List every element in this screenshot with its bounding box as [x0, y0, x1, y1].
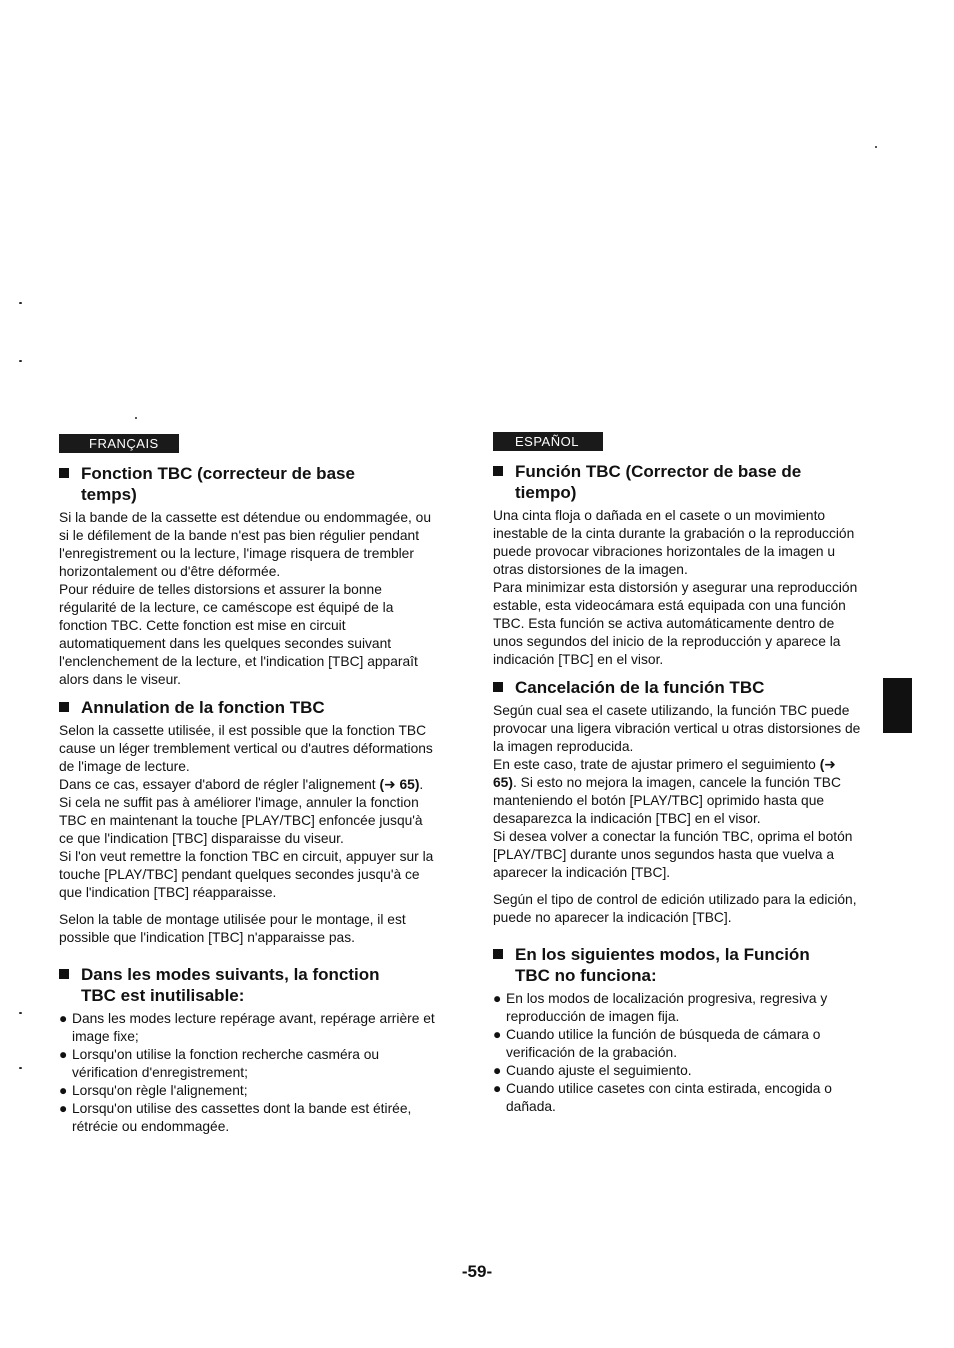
page-reference: (➜ 65)	[493, 757, 836, 790]
bullet-list	[59, 1010, 439, 1136]
language-tab-spanish: ESPAÑOL	[493, 432, 603, 451]
text-run: . Si cela ne suffit pas à améliorer l'image, annuler la fonction TBC en maintenant la touche [PLAY/TBC] enfoncée jusqu'à ce que l'indication [TBC] disparaisse du viseur.	[59, 777, 424, 846]
bullet-dot-icon: ●	[493, 1081, 502, 1096]
scan-speck	[19, 302, 22, 304]
list-item	[493, 1026, 863, 1062]
list-item-text: Cuando utilice casetes con cinta estirada, encogida o dañada.	[506, 1081, 832, 1114]
list-item-text: Cuando ajuste el seguimiento.	[506, 1063, 692, 1078]
list-item-text: En los modos de localización progresiva, regresiva y reproducción de imagen fija.	[506, 991, 828, 1024]
list-item-text: Lorsqu'on utilise la fonction recherche casméra ou vérification d'enregistrement;	[72, 1047, 380, 1080]
text-run: . Si esto no mejora la imagen, cancele la función TBC manteniendo el botón [PLAY/TBC] oprimido hasta que desaparezca la indicación [TBC] en el visor.	[493, 775, 841, 826]
square-bullet-icon	[59, 702, 69, 712]
paragraph: Pour réduire de telles distorsions et assurer la bonne régularité de la lecture, ce caméscope est équipé de la fonction TBC. Cette fonction est mise en circuit automatiquement dans les quelques secondes suivant l'enclenchement de la lecture, et l'indication [TBC] apparaît alors dans le viseur.	[59, 582, 418, 687]
section-heading	[59, 463, 439, 505]
list-item	[59, 1100, 439, 1136]
list-item-text: Lorsqu'on utilise des cassettes dont la bande est étirée, rétrécie ou endommagée.	[72, 1101, 412, 1134]
paragraph: Selon la cassette utilisée, il est possible que la fonction TBC cause un léger tremblement vertical ou d'autres déformations de l'image de lecture.	[59, 723, 433, 774]
paragraph	[493, 756, 863, 828]
paragraph: Para minimizar esta distorsión y asegurar una reproducción estable, esta videocámara está equipada con una función TBC. Esta función se activa automáticamente dentro de unos segundos del inicio de la reproducción y aparece la indicación [TBC] en el visor.	[493, 580, 858, 667]
heading-line: Dans les modes suivants, la fonction	[81, 965, 380, 984]
bullet-dot-icon: ●	[59, 1101, 68, 1116]
square-bullet-icon	[493, 682, 503, 692]
paragraph: Si la bande de la cassette est détendue ou endommagée, ou si le défilement de la bande n'est pas bien régulier pendant l'enregistrement ou la lecture, l'image risquera de trembler horizontalement ou d'être déformée.	[59, 510, 432, 579]
paragraph: Si l'on veut remettre la fonction TBC en circuit, appuyer sur la touche [PLAY/TBC] pendant quelques secondes jusqu'à ce que l'indication [TBC] réapparaisse.	[59, 849, 434, 900]
list-item-text: Dans les modes lecture repérage avant, repérage arrière et image fixe;	[72, 1011, 435, 1044]
scan-speck	[135, 417, 137, 419]
bullet-dot-icon: ●	[493, 1027, 502, 1042]
list-item	[493, 1062, 863, 1080]
heading-line: En los siguientes modos, la Función	[515, 945, 810, 964]
list-item-text: Lorsqu'on règle l'alignement;	[72, 1083, 248, 1098]
bullet-dot-icon: ●	[493, 1063, 502, 1078]
heading-line: TBC no funciona:	[515, 966, 657, 985]
bullet-dot-icon: ●	[59, 1011, 68, 1026]
scan-speck	[875, 146, 877, 148]
page-number: -59-	[461, 1262, 493, 1281]
square-bullet-icon	[59, 468, 69, 478]
list-item	[59, 1046, 439, 1082]
list-item-text: Cuando utilice la función de búsqueda de cámara o verificación de la grabación.	[506, 1027, 821, 1060]
paragraph: Según cual sea el casete utilizando, la función TBC puede provocar una ligera vibración vertical u otras distorsiones de la imagen reproducida.	[493, 703, 861, 754]
page-reference: (➜ 65)	[379, 777, 420, 792]
paragraph	[59, 776, 439, 848]
heading-line: tiempo)	[515, 483, 577, 502]
section-heading	[59, 697, 439, 718]
list-item	[493, 1080, 863, 1116]
section-heading	[493, 461, 863, 503]
french-column	[59, 434, 439, 1136]
heading-line: TBC est inutilisable:	[81, 986, 245, 1005]
square-bullet-icon	[59, 969, 69, 979]
list-item	[59, 1082, 439, 1100]
text-run: Dans ce cas, essayer d'abord de régler l'alignement	[59, 777, 376, 792]
text-run: En este caso, trate de ajustar primero el seguimiento	[493, 757, 816, 772]
bullet-dot-icon: ●	[493, 991, 502, 1006]
square-bullet-icon	[493, 949, 503, 959]
list-item	[493, 990, 863, 1026]
language-tab-french: FRANÇAIS	[59, 434, 179, 453]
heading-line: Annulation de la fonction TBC	[81, 698, 325, 717]
bullet-dot-icon: ●	[59, 1047, 68, 1062]
section-heading	[493, 677, 863, 698]
section-heading	[59, 964, 439, 1006]
spanish-column	[493, 432, 863, 1116]
bullet-dot-icon: ●	[59, 1083, 68, 1098]
scan-speck	[19, 1012, 22, 1014]
heading-line: Fonction TBC (correcteur de base	[81, 464, 355, 483]
scan-speck	[19, 1067, 22, 1069]
paragraph: Si desea volver a conectar la función TBC, oprima el botón [PLAY/TBC] durante unos segundos hasta que vuelva a aparecer la indicación [TBC].	[493, 829, 853, 880]
paragraph: Selon la table de montage utilisée pour le montage, il est possible que l'indication [TBC] n'apparaisse pas.	[59, 912, 406, 945]
section-heading	[493, 944, 863, 986]
heading-line: Cancelación de la función TBC	[515, 678, 765, 697]
list-item	[59, 1010, 439, 1046]
heading-line: Función TBC (Corrector de base de	[515, 462, 802, 481]
paragraph: Según el tipo de control de edición utilizado para la edición, puede no aparecer la indicación [TBC].	[493, 892, 857, 925]
heading-line: temps)	[81, 485, 137, 504]
side-thumb-tab	[883, 678, 912, 733]
square-bullet-icon	[493, 466, 503, 476]
paragraph: Una cinta floja o dañada en el casete o un movimiento inestable de la cinta durante la grabación o la reproducción puede provocar vibraciones horizontales de la imagen u otras distorsiones de la imagen.	[493, 508, 855, 577]
scan-speck	[19, 360, 22, 362]
bullet-list	[493, 990, 863, 1116]
